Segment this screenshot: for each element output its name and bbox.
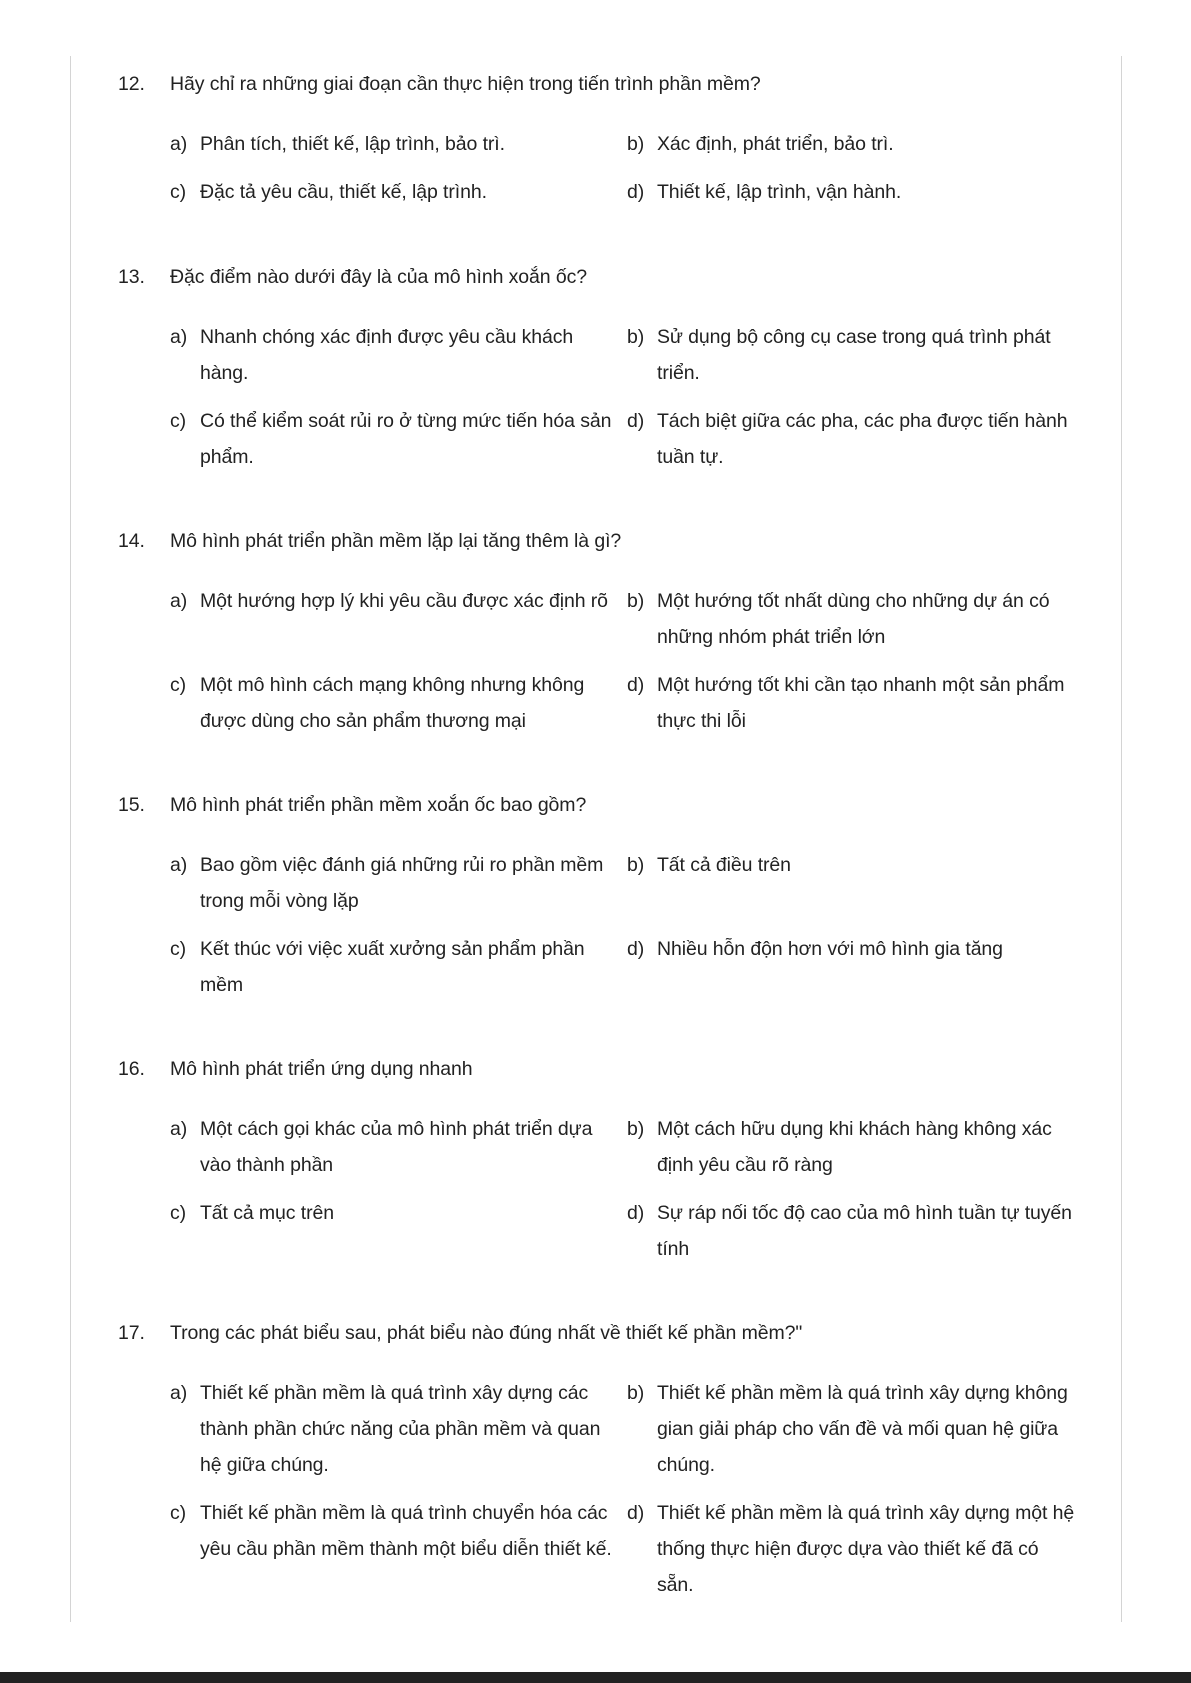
option-text: Tất cả điều trên	[657, 854, 791, 876]
option-d[interactable]	[627, 1195, 1084, 1267]
option-letter: b)	[627, 1118, 645, 1140]
option-text: Một hướng hợp lý khi yêu cầu được xác định rõ	[200, 590, 608, 612]
question-16	[118, 1051, 1078, 1267]
option-text: Một hướng tốt nhất dùng cho những dự án có những nhóm phát triển lớn	[657, 590, 1050, 648]
option-letter: b)	[627, 854, 645, 876]
option-text: Kết thúc với việc xuất xưởng sản phẩm phần mềm	[200, 938, 585, 996]
question-text: Trong các phát biểu sau, phát biểu nào đúng nhất về thiết kế phần mềm?"	[170, 1322, 803, 1344]
option-text: Đặc tả yêu cầu, thiết kế, lập trình.	[200, 181, 487, 203]
option-letter: d)	[627, 1202, 645, 1224]
question-number: 16.	[118, 1058, 145, 1080]
option-b[interactable]	[627, 1375, 1084, 1483]
question-number: 12.	[118, 73, 145, 95]
option-c[interactable]	[170, 667, 627, 739]
answer-options	[170, 583, 1078, 739]
option-letter: b)	[627, 590, 645, 612]
answer-options	[170, 126, 1078, 210]
answer-options	[170, 319, 1078, 475]
question-text: Mô hình phát triển ứng dụng nhanh	[170, 1058, 473, 1080]
question-13	[118, 259, 1078, 475]
option-b[interactable]	[627, 847, 1084, 919]
option-c[interactable]	[170, 403, 627, 475]
option-letter: a)	[170, 590, 188, 612]
question-number: 15.	[118, 794, 145, 816]
answer-options	[170, 1375, 1078, 1603]
option-a[interactable]	[170, 319, 627, 391]
option-letter: c)	[170, 1202, 187, 1224]
option-letter: a)	[170, 1382, 188, 1404]
option-text: Một hướng tốt khi cần tạo nhanh một sản phẩm thực thi lỗi	[657, 674, 1065, 732]
page-border-left	[70, 56, 71, 1622]
question-number: 13.	[118, 266, 145, 288]
option-letter: a)	[170, 1118, 188, 1140]
option-text: Sử dụng bộ công cụ case trong quá trình phát triển.	[657, 326, 1051, 384]
option-c[interactable]	[170, 1195, 627, 1267]
option-letter: c)	[170, 410, 187, 432]
answer-options	[170, 1111, 1078, 1267]
option-text: Một mô hình cách mạng không nhưng không được dùng cho sản phẩm thương mại	[200, 674, 585, 732]
option-text: Một cách gọi khác của mô hình phát triển dựa vào thành phần	[200, 1118, 593, 1176]
option-text: Thiết kế phần mềm là quá trình xây dựng các thành phần chức năng của phần mềm và quan hệ giữa chúng.	[200, 1382, 601, 1476]
option-a[interactable]	[170, 583, 627, 655]
question-14	[118, 523, 1078, 739]
option-letter: d)	[627, 181, 645, 203]
option-c[interactable]	[170, 931, 627, 1003]
option-letter: c)	[170, 181, 187, 203]
question-15	[118, 787, 1078, 1003]
option-letter: d)	[627, 1502, 645, 1524]
option-b[interactable]	[627, 319, 1084, 391]
question-text: Hãy chỉ ra những giai đoạn cần thực hiện trong tiến trình phần mềm?	[170, 73, 761, 95]
option-text: Tách biệt giữa các pha, các pha được tiến hành tuần tự.	[657, 410, 1068, 468]
option-letter: b)	[627, 1382, 645, 1404]
option-text: Sự ráp nối tốc độ cao của mô hình tuần tự tuyến tính	[657, 1202, 1072, 1260]
option-d[interactable]	[627, 1495, 1084, 1603]
question-text: Mô hình phát triển phần mềm lặp lại tăng thêm là gì?	[170, 530, 622, 552]
option-letter: b)	[627, 326, 645, 348]
option-letter: c)	[170, 674, 187, 696]
option-text: Phân tích, thiết kế, lập trình, bảo trì.	[200, 133, 505, 155]
option-a[interactable]	[170, 1375, 627, 1483]
option-letter: d)	[627, 938, 645, 960]
option-a[interactable]	[170, 1111, 627, 1183]
option-text: Có thể kiểm soát rủi ro ở từng mức tiến hóa sản phẩm.	[200, 410, 612, 468]
option-b[interactable]	[627, 1111, 1084, 1183]
option-b[interactable]	[627, 583, 1084, 655]
page-border-right	[1121, 56, 1122, 1622]
answer-options	[170, 847, 1078, 1003]
option-text: Nhanh chóng xác định được yêu cầu khách hàng.	[200, 326, 574, 384]
question-17	[118, 1315, 1078, 1603]
option-text: Tất cả mục trên	[200, 1202, 334, 1224]
option-text: Thiết kế, lập trình, vận hành.	[657, 181, 902, 203]
question-number: 14.	[118, 530, 145, 552]
option-letter: b)	[627, 133, 645, 155]
option-text: Một cách hữu dụng khi khách hàng không xác định yêu cầu rõ ràng	[657, 1118, 1052, 1176]
option-text: Nhiều hỗn độn hơn với mô hình gia tăng	[657, 938, 1003, 960]
option-letter: a)	[170, 854, 188, 876]
question-text: Mô hình phát triển phần mềm xoắn ốc bao gồm?	[170, 794, 587, 816]
question-number: 17.	[118, 1322, 145, 1344]
option-letter: a)	[170, 326, 188, 348]
option-c[interactable]	[170, 174, 627, 210]
option-letter: c)	[170, 938, 187, 960]
option-d[interactable]	[627, 667, 1084, 739]
option-d[interactable]	[627, 403, 1084, 475]
option-letter: d)	[627, 410, 645, 432]
option-a[interactable]	[170, 847, 627, 919]
option-c[interactable]	[170, 1495, 627, 1603]
question-12	[118, 66, 1078, 210]
option-letter: d)	[627, 674, 645, 696]
option-text: Xác định, phát triển, bảo trì.	[657, 133, 894, 155]
option-letter: c)	[170, 1502, 187, 1524]
option-text: Bao gồm việc đánh giá những rủi ro phần mềm trong mỗi vòng lặp	[200, 854, 604, 912]
option-b[interactable]	[627, 126, 1084, 162]
option-a[interactable]	[170, 126, 627, 162]
question-text: Đặc điểm nào dưới đây là của mô hình xoắn ốc?	[170, 266, 587, 288]
option-text: Thiết kế phần mềm là quá trình chuyển hóa các yêu cầu phần mềm thành một biểu diễn thiết kế.	[200, 1502, 612, 1560]
option-text: Thiết kế phần mềm là quá trình xây dựng một hệ thống thực hiện được dựa vào thiết kế đã có sẵn.	[657, 1502, 1075, 1596]
option-text: Thiết kế phần mềm là quá trình xây dựng không gian giải pháp cho vấn đề và mối quan hệ giữa chúng.	[657, 1382, 1068, 1476]
option-d[interactable]	[627, 174, 1084, 210]
option-d[interactable]	[627, 931, 1084, 1003]
bottom-edge	[0, 1672, 1191, 1683]
option-letter: a)	[170, 133, 188, 155]
